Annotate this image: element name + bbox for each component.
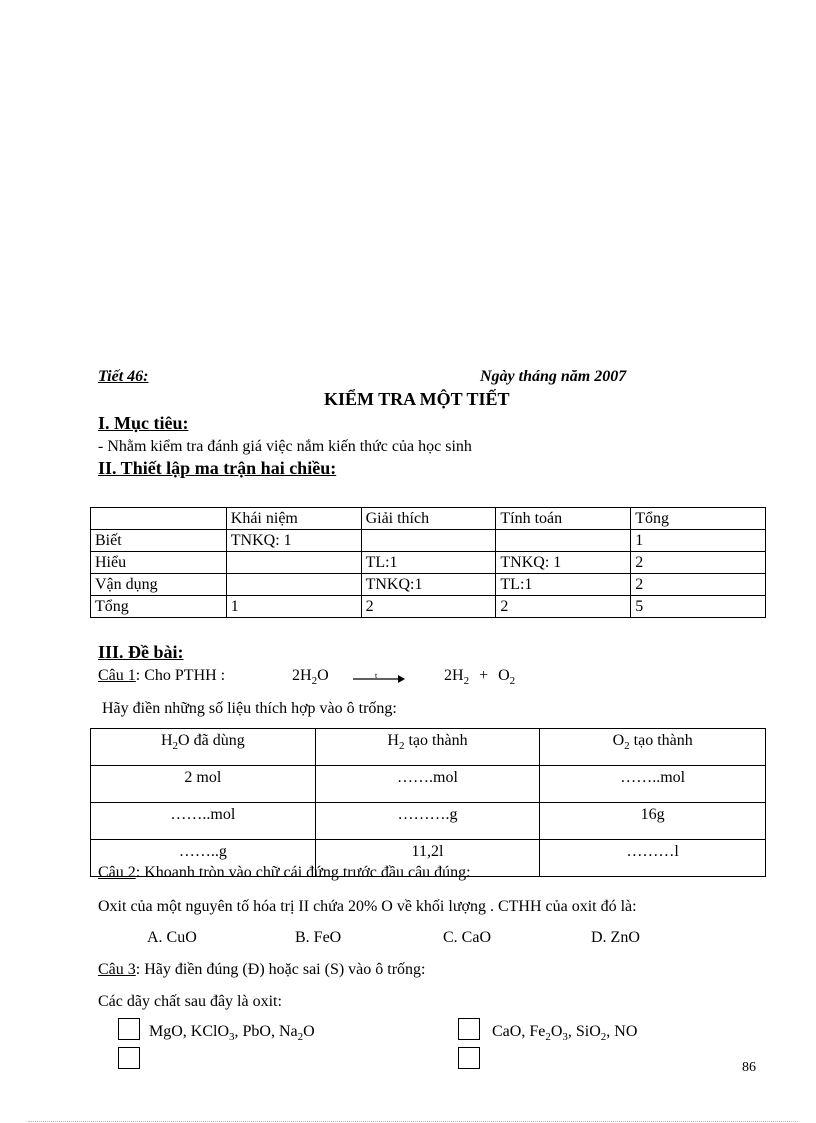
formula-subscript: 3 (229, 1031, 235, 1044)
option-d[interactable]: D. ZnO (591, 929, 640, 946)
formula-subscript: 2 (600, 1031, 607, 1044)
question-1-text: : Cho PTHH : (135, 667, 226, 684)
fill-header-cell (91, 729, 316, 766)
question-3-label: Câu 3 (98, 961, 136, 978)
fill-header-cell (540, 729, 766, 766)
oxide-list-1 (149, 1023, 315, 1043)
reactant-subscript: 2 (311, 675, 318, 688)
header-subscript: 2 (172, 740, 179, 753)
formula-text: CaO, Fe (492, 1023, 546, 1040)
option-a[interactable]: A. CuO (147, 929, 197, 946)
matrix-cell: Biết (91, 530, 227, 552)
page-bottom-divider (28, 1121, 798, 1122)
oxide-list-2 (492, 1023, 637, 1043)
fill-cell: 16g (540, 803, 766, 840)
reactant-tail: O (317, 667, 329, 684)
formula-subscript: 2 (545, 1031, 551, 1044)
matrix-cell (226, 574, 361, 596)
question-2-line (98, 864, 471, 882)
matrix-header-cell: Khái niệm (226, 508, 361, 530)
matrix-cell: 1 (631, 530, 766, 552)
matrix-cell (361, 530, 496, 552)
lesson-number: Tiết 46: (98, 368, 149, 385)
answer-box-2[interactable] (458, 1018, 480, 1040)
reaction-arrow-mark: t (375, 671, 378, 680)
formula-text: MgO, KClO (149, 1023, 230, 1040)
lesson-date: Ngày tháng năm 2007 (480, 368, 627, 385)
answer-box-4[interactable] (458, 1047, 480, 1069)
matrix-table (90, 507, 766, 618)
question-1-line (98, 667, 225, 685)
section-1-text: - Nhằm kiểm tra đánh giá việc nắm kiến thức của học sinh (98, 438, 472, 455)
fill-cell: ……..mol (91, 803, 316, 840)
formula-text: , NO (606, 1023, 638, 1040)
fill-header-cell (315, 729, 540, 766)
answer-box-3[interactable] (118, 1047, 140, 1069)
option-c[interactable]: C. CaO (443, 929, 491, 946)
reaction-arrow-icon (352, 670, 406, 684)
question-2-text: : Khoanh tròn vào chữ cái đứng trước đầu câu đúng: (135, 864, 471, 881)
section-1-heading: I. Mục tiêu: (98, 413, 189, 433)
header-text: H (160, 732, 173, 749)
product-1-subscript: 2 (463, 675, 470, 688)
matrix-cell: TNKQ: 1 (496, 552, 631, 574)
matrix-cell: 1 (226, 596, 361, 618)
matrix-header-cell: Giải thích (361, 508, 496, 530)
reactant-symbol: 2H (292, 667, 312, 684)
section-2-heading: II. Thiết lập ma trận hai chiều: (98, 458, 337, 478)
product-2-subscript: 2 (509, 675, 516, 688)
formula-text: O (550, 1023, 563, 1040)
matrix-cell (226, 552, 361, 574)
product-1-symbol: 2H (444, 667, 464, 684)
product-2-symbol: O (498, 667, 510, 684)
formula-text: , SiO (567, 1023, 601, 1040)
equation-products (444, 667, 515, 687)
matrix-cell: TL:1 (496, 574, 631, 596)
fill-cell: ……..g (91, 840, 316, 877)
matrix-header-cell: Tính toán (496, 508, 631, 530)
matrix-row (91, 574, 766, 596)
question-3-intro: Các dãy chất sau đây là oxit: (98, 993, 282, 1010)
fill-table (90, 728, 766, 877)
matrix-cell: Hiểu (91, 552, 227, 574)
fill-header-row (91, 729, 766, 766)
page-number: 86 (742, 1060, 756, 1075)
question-1-label: Câu 1 (98, 667, 136, 684)
matrix-cell: 2 (496, 596, 631, 618)
matrix-cell: TNKQ: 1 (226, 530, 361, 552)
matrix-header-row (91, 508, 766, 530)
formula-text: , PbO, Na (234, 1023, 298, 1040)
option-b[interactable]: B. FeO (295, 929, 342, 946)
answer-box-1[interactable] (118, 1018, 140, 1040)
question-1-instruction: Hãy điền những số liệu thích hợp vào ô trống: (102, 700, 397, 717)
question-2-body: Oxit của một nguyên tố hóa trị II chứa 20% O về khối lượng . CTHH của oxit đó là: (98, 898, 637, 915)
matrix-cell: TNKQ:1 (361, 574, 496, 596)
question-2-label: Câu 2 (98, 864, 136, 881)
matrix-cell: 2 (631, 552, 766, 574)
header-subscript: 2 (398, 740, 405, 753)
fill-row (91, 803, 766, 840)
fill-row (91, 766, 766, 803)
section-3-heading: III. Đề bài: (98, 642, 184, 662)
matrix-row (91, 530, 766, 552)
matrix-row (91, 596, 766, 618)
question-3-line (98, 961, 426, 979)
equation-reactant (292, 667, 329, 687)
header-text: O (612, 732, 625, 749)
header-text: H (387, 732, 399, 749)
formula-subscript: 2 (297, 1031, 304, 1044)
question-3-text: : Hãy điền đúng (Đ) hoặc sai (S) vào ô trống: (135, 961, 426, 978)
matrix-cell: Tổng (91, 596, 227, 618)
fill-cell: ……….g (315, 803, 540, 840)
formula-subscript: 3 (562, 1031, 568, 1044)
matrix-cell: Vận dụng (91, 574, 227, 596)
page-title: KIỂM TRA MỘT TIẾT (324, 389, 510, 409)
fill-cell: 2 mol (91, 766, 316, 803)
header-text: tạo thành (629, 732, 693, 749)
fill-cell: …….mol (315, 766, 540, 803)
matrix-cell: 2 (631, 574, 766, 596)
fill-cell: 11,2l (315, 840, 540, 877)
fill-cell: ……..mol (540, 766, 766, 803)
matrix-cell (496, 530, 631, 552)
matrix-header-cell (91, 508, 227, 530)
matrix-header-cell: Tổng (631, 508, 766, 530)
matrix-cell: 2 (361, 596, 496, 618)
matrix-cell: 5 (631, 596, 766, 618)
matrix-row (91, 552, 766, 574)
fill-cell: ………l (540, 840, 766, 877)
header-text: tạo thành (404, 732, 468, 749)
header-subscript: 2 (624, 740, 630, 753)
plus-sign: + (479, 667, 489, 684)
matrix-cell: TL:1 (361, 552, 496, 574)
formula-text: O (303, 1023, 315, 1040)
header-text: O đã dùng (178, 732, 245, 749)
